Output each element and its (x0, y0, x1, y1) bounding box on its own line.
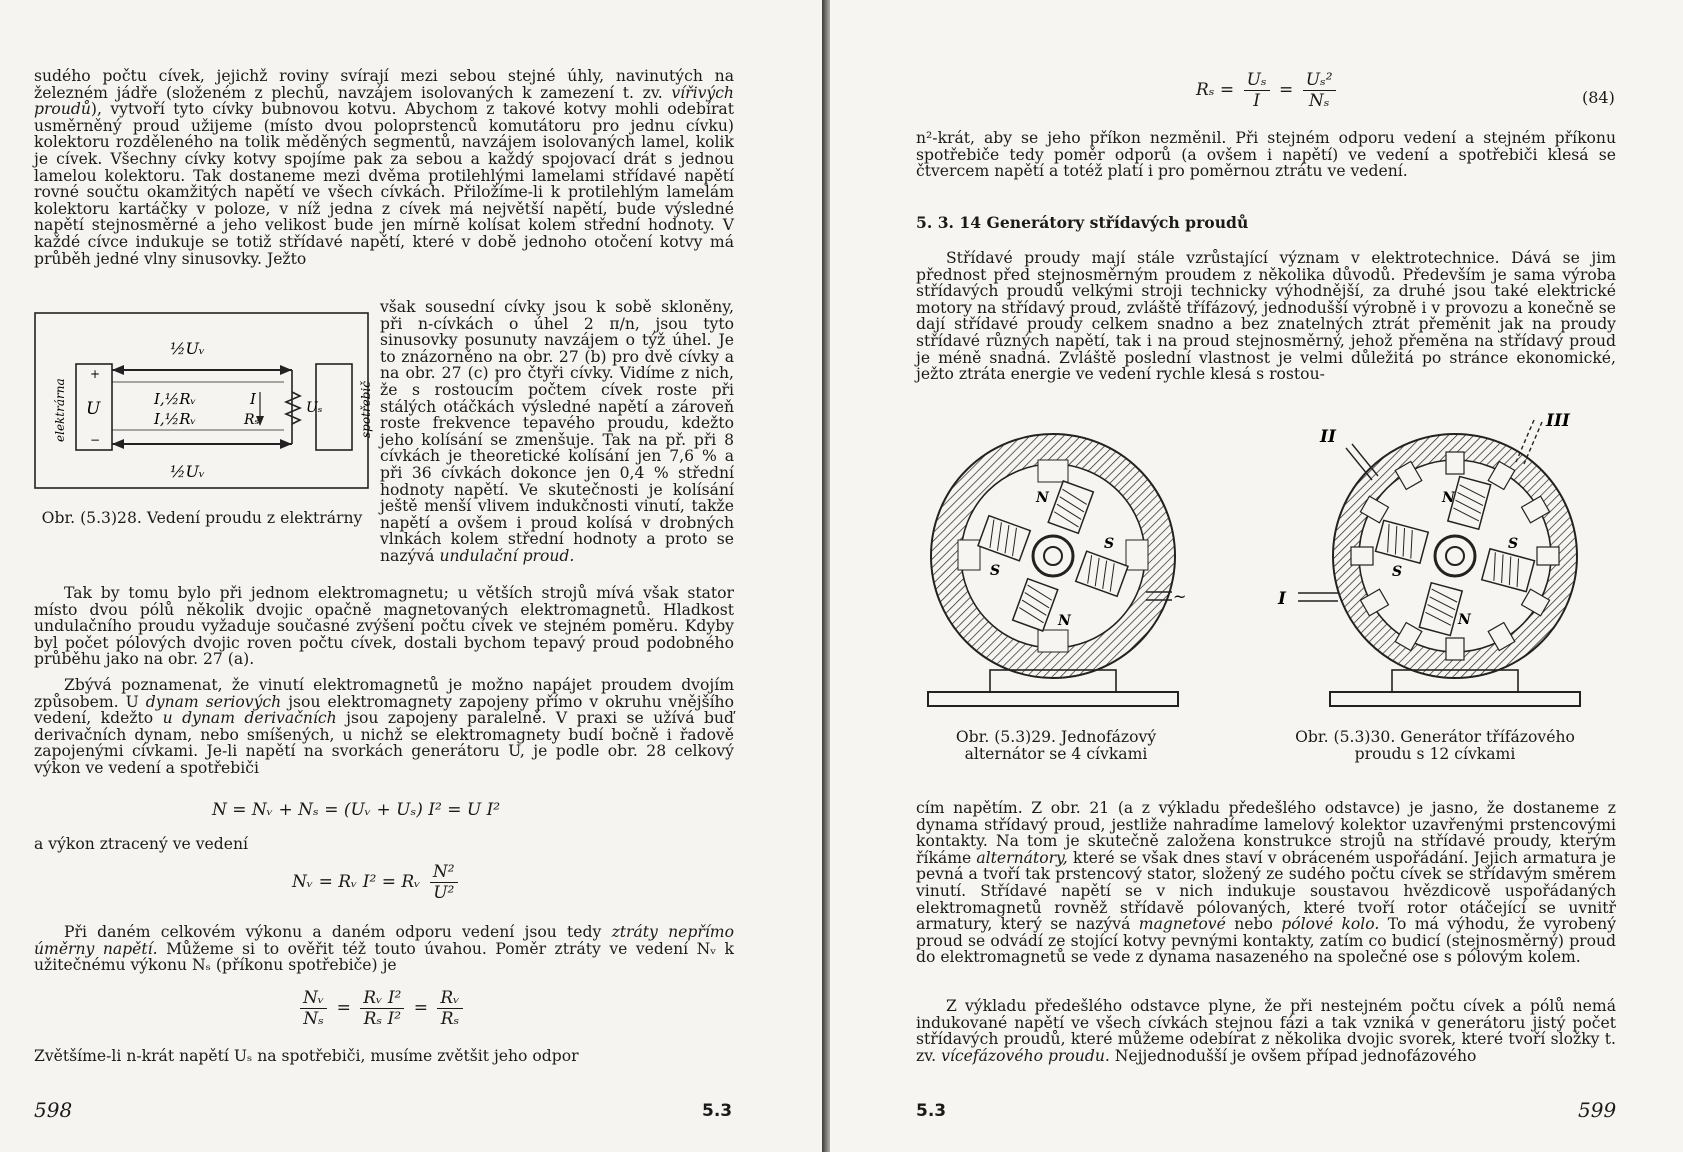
left-para-1: sudého počtu cívek, jejichž roviny svírají mezi sebou stejné úhly, navinutých na železném jádře (složeném z plechů, navzájem isolovaných k zamezení t. zv. vířivých proudů), vytvoří tyto cívky bubnovou kotvu. Abychom z takové kotvy mohli odebírat usměrněný proud užijeme (místo dvou poloprstenců komutátoru pro jednu cívku) kolektoru rozděleného na tolik měděných segmentů, navzájem isolovaných lamel, kolik je cívek. Všechny cívky kotvy spojíme pak za sebou a každý spojovací drát s jednou lamelou kolektoru. Tak dostaneme mezi dvěma protilehlými lamelami střídavé napětí rovné součtu okamžitých napětí ve všech cívkách. Přiložíme-li k protilehlým lamelám kolektoru kartáčky v poloze, v níž jedna z cívek má největší napětí, bude výsledné napětí stejnosměrné a jeho velikost bude jen mírně kolísat kolem střední hodnoty. V každé cívce indukuje se totiž střídavé napětí, které v době jednoho otočení kotvy má průběh jedné vlny sinusovky. Ježto (34, 67, 734, 268)
fig28-label-us: Uₛ (306, 400, 323, 416)
figure-30-caption: Obr. (5.3)30. Generátor třífázového proudu s 12 cívkami (1295, 728, 1575, 763)
right-para-2: Střídavé proudy mají stále vzrůstající význam v elektrotechnice. Dává se jim přednost před stejnosměrným proudem z několika důvodů. Především je sama výroba střídavých proudů velkými stroji technicky výhodnější, za druhé jsou také elektrické motory na střídavý proud, zvláště třífázový, jednodušší výrobně i v provozu a konečně se dají střídavé proudy celkem snadno a bez znatelných ztrát přeměnit jak na proudy střídavé různých napětí, tak i na proud stejnosměrný, jehož přeměna na střídavý proud je méně snadná. Zvláště poslední vlastnost je velmi důležitá po stránce ekonomické, ježto ztráta energie ve vedení rychle klesá s rostou- (916, 249, 1616, 384)
fig28-label-i: I (250, 390, 256, 408)
right-para-1: n²-krát, aby se jeho příkon nezměnil. Při stejném odporu vedení a stejném příkonu spotřebiče tedy poměr odporů (a ovšem i napětí) ve vedení a spotřebiči klesá se čtvercem napětí a totéž platí i pro poměrnou ztrátu ve vedení. (916, 129, 1616, 181)
fig28-label-plus: + (90, 367, 101, 381)
right-page (830, 0, 1683, 1152)
equation-84: Rₛ = $\frac{\text{Uₛ}}{I}$ = $\frac{\text{Uₛ²}}{\text{Nₛ}}$ (1196, 70, 1340, 111)
equation-power-total: N = Nᵥ + Nₛ = (Uᵥ + Uₛ) I² = U I² (212, 800, 501, 820)
fig28-label-top: ½Uᵥ (170, 339, 205, 358)
fig29-pole-s1: S (990, 563, 1001, 579)
fig29-pole-n1: N (1036, 490, 1049, 506)
fig30-pole-n2: N (1458, 612, 1471, 628)
fig28-label-bottom: ½Uᵥ (170, 462, 205, 481)
left-page (0, 0, 830, 1152)
left-para-5: Zvětšíme-li n-krát napětí Uₛ na spotřebiči, musíme zvětšit jeho odpor (34, 1047, 579, 1065)
right-para-3: cím napětím. Z obr. 21 (a z výkladu předešlého odstavce) je jasno, že dostaneme z dynama střídavý proud, jestliže nahradíme lamelový kolektor uzavřenými prstencovými kontakty. Na tom je skutečně založena konstrukce strojů na střídavé proudy, kterým říkáme alternátory, které se však dnes staví v obráceném uspořádání. Jejich armatura je pevná a tvoří tak prstencový stator, složený ze sudého počtu cívek se střídavým směrem vinutí. Střídavé napětí se v nich indukuje soustavou hvězdicově uspořádaných elektromagnetů rovněž střídavě pólovaných, které tvoří rotor otáčející se uvnitř armatury, který se nazývá magnetové nebo pólové kolo. To má výhodu, že vyrobený proud se odvádí ze stojící kotvy pevnými kontakty, zatím co budicí (stejnosměrný) proud do elektromagnetů se vede z dynama nasazeného na společné ose s pólovým kolem. (916, 799, 1617, 967)
left-text-a: a výkon ztracený ve vedení (34, 835, 248, 853)
fig28-label-irv2: I,½Rᵥ (154, 410, 197, 428)
right-page-number: 599 (1578, 1098, 1617, 1122)
fig29-ac-symbol: ~ (1173, 587, 1187, 606)
right-section-mark: 5.3 (916, 1101, 947, 1121)
fig28-label-u: U (86, 399, 101, 419)
equation-power-loss: Nᵥ = Rᵥ I² = Rᵥ $\frac{\text{N²}}{\text{U²}}$ (292, 862, 462, 903)
left-section-mark: 5.3 (702, 1101, 733, 1121)
fig30-pole-n1: N (1442, 490, 1455, 506)
figure-28-circuit (34, 312, 373, 490)
figure-29-caption: Obr. (5.3)29. Jednofázový alternátor se 4 cívkami (955, 728, 1157, 763)
fig30-phase-3: III (1546, 411, 1570, 431)
fig30-phase-1: I (1278, 589, 1286, 609)
fig29-pole-n2: N (1058, 613, 1071, 629)
fig30-phase-2: II (1320, 427, 1336, 447)
fig30-pole-s2: S (1508, 536, 1519, 552)
equation-loss-ratio: $\frac{\text{Nᵥ}}{\text{Nₛ}}$ = $\frac{\text{Rᵥ I²}}{\text{Rₛ I²}}$ = $\frac{\text{Rᵥ}}{\text{Rₛ}}$ (296, 988, 467, 1029)
fig28-label-rs: Rₛ (244, 412, 260, 428)
equation-84-number: (84) (1582, 88, 1615, 107)
left-para-1-side: však sousední cívky jsou k sobě skloněny, při n-cívkách o úhel 2 π/n, jsou tyto sinusovky posunuty navzájem o týž úhel. Je to znázorněno na obr. 27 (b) pro dvě cívky a na obr. 27 (c) pro čtyři cívky. Vidíme z nich, že s rostoucím počtem cívek roste při stálých otáčkách výsledné napětí a zároveň roste frekvence tepavého proudu, kdežto jeho kolísání se zmenšuje. Tak na př. při 8 cívkách je theoretické kolísání jen 7,6 % a při 36 cívkách dokonce jen 0,4 % střední hodnoty napětí. Ve skutečnosti je kolísání ještě menší vlivem indukčnosti vinutí, takže napětí a ovšem i proud kolísá v drobných vlnkách kolem střední hodnoty a proto se nazývá undulační proud. (380, 298, 734, 565)
fig28-label-source: elektrárna (53, 378, 67, 442)
figure-29-alternator (918, 420, 1188, 720)
fig30-pole-s1: S (1392, 564, 1403, 580)
left-para-2: Tak by tomu bylo při jednom elektromagnetu; u větších strojů mívá však stator místo dvou pólů několik dvojic opačně magnetovaných elektromagnetů. Hladkost undulačního proudu vyžaduje současné zvýšení počtu cívek ve stejném poměru. Kdyby byl počet pólových dvojic roven počtu cívek, dostali bychom tepavý proud podobného průběhu jako na obr. 27 (a). (34, 584, 734, 669)
figure-30-three-phase-generator (1276, 412, 1590, 718)
section-heading: 5. 3. 14 Generátory střídavých proudů (916, 213, 1249, 232)
fig28-label-load: spotřebič (359, 381, 373, 438)
figure-28-caption: Obr. (5.3)28. Vedení proudu z elektrárny (41, 509, 363, 527)
left-para-3: Zbývá poznamenat, že vinutí elektromagnetů je možno napájet proudem dvojím způsobem. U dynam seriových jsou elektromagnety zapojeny přímo v okruhu vnějšího vedení, kdežto u dynam derivačních jsou zapojeny paralelně. V praxi se užívá buď derivačních dynam, nebo smíšených, u nichž se elektromagnety budí bočně i řadově zapojenými cívkami. Je-li napětí na svorkách generátoru U, je podle obr. 28 celkový výkon ve vedení a spotřebiči (34, 676, 734, 777)
fig29-pole-s2: S (1104, 536, 1115, 552)
fig28-label-irv1: I,½Rᵥ (154, 390, 197, 408)
fig28-label-minus: − (90, 433, 101, 447)
right-para-4: Z výkladu předešlého odstavce plyne, že při nestejném počtu cívek a pólů nemá indukované napětí ve všech cívkách stejnou fázi a tak vzniká v generátoru jistý počet střídavých proudů, které můžeme odebírat z několika dvojic svorek, které tvoří složky t. zv. vícefázového proudu. Nejjednodušší je ovšem případ jednofázového (916, 997, 1616, 1065)
left-para-4: Při daném celkovém výkonu a daném odporu vedení jsou tedy ztráty nepřímo úměrny napětí. Můžeme si to ověřit též touto úvahou. Poměr ztráty ve vedení Nᵥ k užitečnému výkonu Nₛ (příkonu spotřebiče) je (34, 923, 734, 975)
left-page-number: 598 (34, 1098, 73, 1122)
